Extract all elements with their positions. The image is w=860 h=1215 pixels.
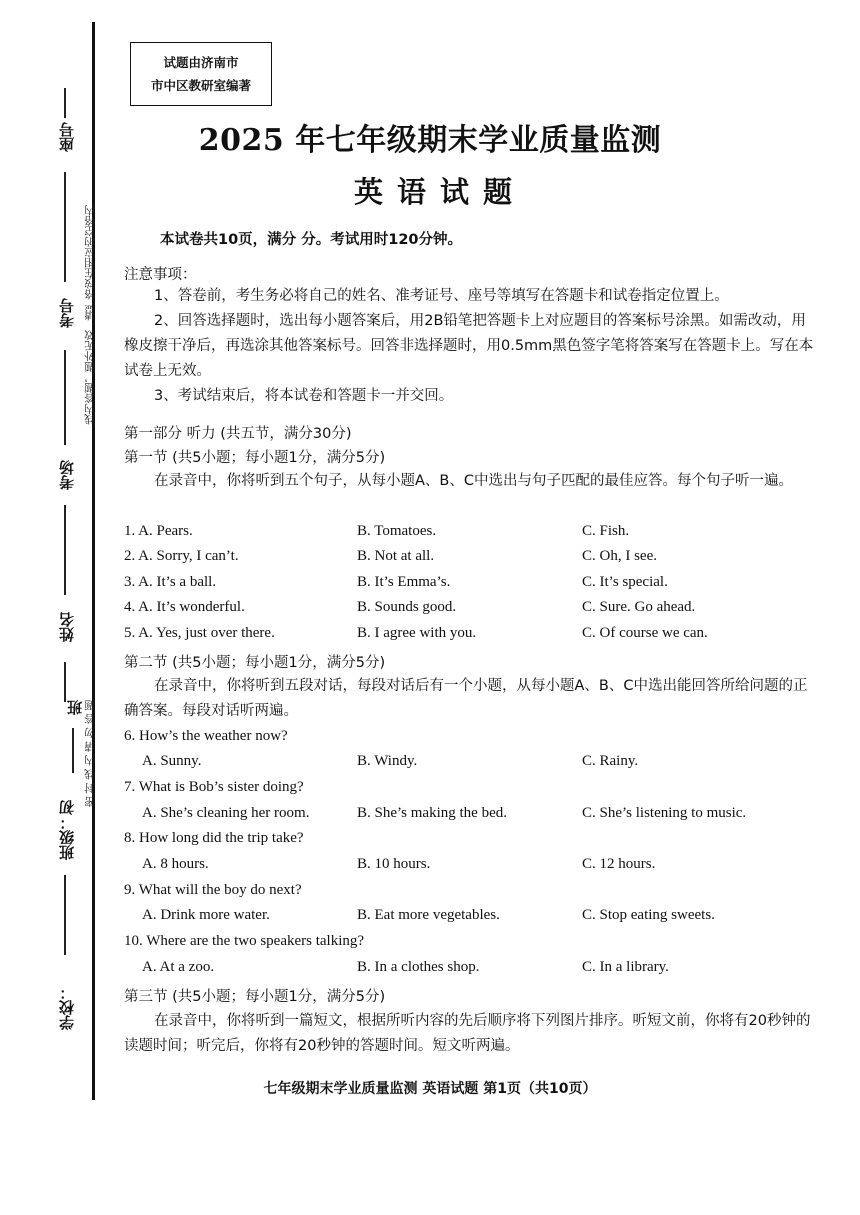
q5-option-a: 5. A. Yes, just over there. <box>124 625 275 641</box>
part1-heading: 第一部分 听力 (共五节，满分30分) <box>124 426 352 442</box>
class-label: 班级：初 <box>58 800 76 860</box>
q2-option-b: B. Not at all. <box>357 548 435 564</box>
name-blank <box>64 662 66 702</box>
seat-label: 座号 <box>58 122 76 152</box>
note-item-1: 1、答卷前，考生务必将自己的姓名、准考证号、座号等填写在答题卡和试卷指定位置上。 <box>154 288 729 304</box>
notice-text-2: 线内答题，题外无效 <box>84 330 96 425</box>
q4-option-c: C. Sure. Go ahead. <box>582 599 696 615</box>
q2-option-a: 2. A. Sorry, I can’t. <box>124 548 239 564</box>
notice-text: 请严格按在相应的空格内 <box>84 205 96 321</box>
section2-instruction: 在录音中，你将听到五段对话，每段对话后有一个小题，从每小题A、B、C中选出能回答所给问题的正确答案。每段对话听两遍。 <box>124 678 808 719</box>
q6-option-c: C. Rainy. <box>582 753 639 769</box>
q1-option-a: 1. A. Pears. <box>124 523 193 539</box>
class-blank <box>72 728 74 773</box>
seat-blank <box>64 88 66 118</box>
q10-question: 10. Where are the two speakers talking? <box>124 933 365 949</box>
q6-option-a: A. Sunny. <box>142 753 202 769</box>
section1-instruction: 在录音中，你将听到五个句子，从每小题A、B、C中选出与句子匹配的最佳应答。每个句子听一遍。 <box>154 473 793 489</box>
stamp-line-1: 试题由济南市 <box>163 55 239 70</box>
note-item-3: 3、考试结束后，将本试卷和答题卡一并交回。 <box>154 388 454 404</box>
q9-option-a: A. Drink more water. <box>142 907 270 923</box>
page-title: 2025 年七年级期末学业质量监测 <box>198 123 662 158</box>
exam-no-blank <box>64 350 66 445</box>
class-blank-2 <box>64 875 66 955</box>
seal-line-text: 密 封 线 内 请 勿 答 题 <box>84 700 96 808</box>
q10-option-b: B. In a clothes shop. <box>357 959 480 975</box>
notes-heading: 注意事项： <box>124 267 197 283</box>
exam-room-blank <box>64 505 66 595</box>
q4-option-a: 4. A. It’s wonderful. <box>124 599 245 615</box>
section2-heading: 第二节 (共5小题；每小题1分，满分5分) <box>124 655 386 671</box>
q6-option-b: B. Windy. <box>357 753 418 769</box>
q9-option-c: C. Stop eating sweets. <box>582 907 715 923</box>
q5-option-b: B. I agree with you. <box>357 625 477 641</box>
q5-option-c: C. Of course we can. <box>582 625 708 641</box>
q3-option-b: B. It’s Emma’s. <box>357 574 451 590</box>
stamp-line-2: 市中区教研室编著 <box>150 78 251 93</box>
q7-question: 7. What is Bob’s sister doing? <box>124 779 304 795</box>
q9-option-b: B. Eat more vegetables. <box>357 907 500 923</box>
q3-option-a: 3. A. It’s a ball. <box>124 574 217 590</box>
q10-option-c: C. In a library. <box>582 959 669 975</box>
name-label: 姓名 <box>58 612 76 642</box>
q1-option-b: B. Tomatoes. <box>357 523 437 539</box>
q7-option-a: A. She’s cleaning her room. <box>142 805 310 821</box>
q8-option-a: A. 8 hours. <box>142 856 209 872</box>
section1-heading: 第一节 (共5小题；每小题1分，满分5分) <box>124 450 386 466</box>
section3-instruction: 在录音中，你将听到一篇短文，根据所听内容的先后顺序将下列图片排序。听短文前，你将有20秒钟的读题时间；听完后，你将有20秒钟的答题时间。短文听两遍。 <box>124 1013 811 1054</box>
q6-question: 6. How’s the weather now? <box>124 728 288 744</box>
q8-question: 8. How long did the trip take? <box>124 830 304 846</box>
q8-option-c: C. 12 hours. <box>582 856 656 872</box>
q7-option-c: C. She’s listening to music. <box>582 805 747 821</box>
school-label: 学校： <box>58 985 76 1030</box>
class-suffix-label: 班 <box>66 700 84 715</box>
q7-option-b: B. She’s making the bed. <box>357 805 507 821</box>
intro-text: 本试卷共10页，满分 分。考试用时120分钟。 <box>160 232 462 248</box>
section3-heading: 第三节 (共5小题；每小题1分，满分5分) <box>124 989 386 1005</box>
note-item-2: 2、回答选择题时，选出每小题答案后，用2B铅笔把答题卡上对应题目的答案标号涂黑。如需改动，用橡皮擦干净后，再选涂其他答案标号。回答非选择题时，用0.5mm黑色签字笔将答案写在答题卡上。写在本试卷上无效。 <box>124 313 814 379</box>
q2-option-c: C. Oh, I see. <box>582 548 657 564</box>
page-footer: 七年级期末学业质量监测 英语试题 第1页（共10页） <box>263 1081 597 1097</box>
q4-option-b: B. Sounds good. <box>357 599 457 615</box>
q9-question: 9. What will the boy do next? <box>124 882 302 898</box>
q3-option-c: C. It’s special. <box>582 574 668 590</box>
q10-option-a: A. At a zoo. <box>142 959 215 975</box>
q1-option-c: C. Fish. <box>582 523 630 539</box>
q8-option-b: B. 10 hours. <box>357 856 431 872</box>
editor-stamp <box>130 42 272 106</box>
exam-room-label: 考场 <box>58 460 76 490</box>
exam-no-label: 考号 <box>58 298 76 328</box>
page-subtitle: 英语试题 <box>353 175 526 209</box>
